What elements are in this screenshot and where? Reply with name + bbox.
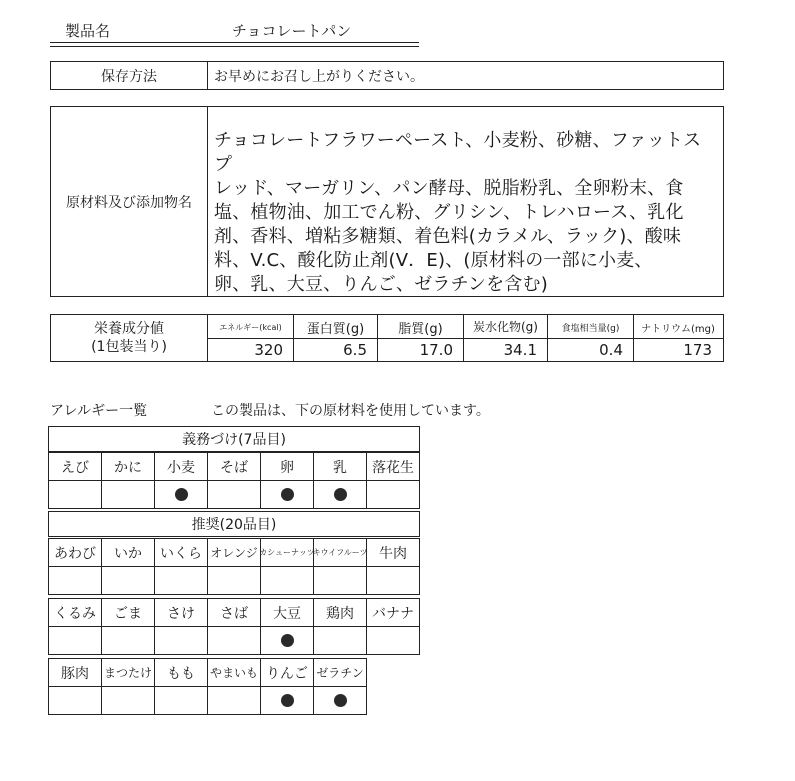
ingredients-line: 料、V.C、酸化防止剤(V．E)、(原材料の一部に小麦、 — [214, 250, 653, 271]
allergen-name: ゼラチン — [313, 658, 367, 687]
allergen-mark-cell — [260, 566, 314, 595]
allergen-name: いか — [101, 538, 155, 567]
present-dot-icon — [334, 488, 347, 501]
allergen-mark-cell — [48, 566, 102, 595]
allergen-mark-cell — [207, 686, 261, 715]
allergen-mark-cell — [154, 626, 208, 655]
present-dot-icon — [281, 634, 294, 647]
nutrition-header: 蛋白質(g) — [306, 322, 365, 337]
nutrition-value: 17.0 — [419, 341, 453, 359]
allergen-mark-cell — [260, 626, 314, 655]
allergen-mark-cell — [260, 686, 314, 715]
allergen-mark-cell — [366, 480, 420, 509]
allergen-mark-cell — [101, 480, 155, 509]
allergy-title: アレルギー一覧 — [50, 403, 148, 419]
ingredients-line: レッド、マーガリン、パン酵母、脱脂粉乳、全卵粉末、食 — [214, 178, 684, 199]
allergen-mark-cell — [260, 480, 314, 509]
allergen-mark-cell — [313, 686, 367, 715]
allergy-note: この製品は、下の原材料を使用しています。 — [211, 403, 490, 419]
nutrition-header: 脂質(g) — [398, 322, 443, 337]
allergen-name: カシューナッツ — [260, 538, 314, 567]
nutrition-value: 0.4 — [599, 341, 623, 359]
present-dot-icon — [175, 488, 188, 501]
nutrition-label-line: (1包装当り) — [91, 339, 167, 355]
allergy-section-header: 義務づけ(7品目) — [48, 426, 420, 452]
allergen-name: バナナ — [366, 598, 420, 627]
allergen-name: くるみ — [48, 598, 102, 627]
allergen-mark-cell — [313, 480, 367, 509]
nutrition-label-line: 栄養成分値 — [94, 321, 164, 337]
allergen-mark-cell — [154, 686, 208, 715]
allergen-name: まつたけ — [101, 658, 155, 687]
allergen-name: キウイフルーツ — [313, 538, 367, 567]
allergen-name: もも — [154, 658, 208, 687]
allergen-mark-cell — [313, 566, 367, 595]
allergy-section-header: 推奨(20品目) — [48, 511, 420, 537]
allergen-name: ごま — [101, 598, 155, 627]
allergen-mark-cell — [48, 480, 102, 509]
allergen-name: さけ — [154, 598, 208, 627]
allergen-mark-cell — [313, 626, 367, 655]
ingredients-line: 剤、香料、増粘多糖類、着色料(カラメル、ラック)、酸味 — [214, 226, 682, 247]
nutrition-value: 34.1 — [503, 341, 537, 359]
ingredients-line: 塩、植物油、加工でん粉、グリシン、トレハロース、乳化 — [214, 202, 684, 223]
nutrition-header: エネルギー(kcal) — [219, 323, 282, 332]
allergen-name: そば — [207, 452, 261, 481]
allergen-mark-cell — [48, 626, 102, 655]
allergen-mark-cell — [48, 686, 102, 715]
allergen-name: やまいも — [207, 658, 261, 687]
storage-label: 保存方法 — [51, 62, 208, 89]
present-dot-icon — [281, 694, 294, 707]
nutrition-value: 6.5 — [343, 341, 367, 359]
allergen-mark-cell — [101, 686, 155, 715]
allergen-name: 大豆 — [260, 598, 314, 627]
allergen-name: あわび — [48, 538, 102, 567]
allergen-name: いくら — [154, 538, 208, 567]
allergen-mark-cell — [366, 626, 420, 655]
ingredients-line: チョコレートフラワーペースト、小麦粉、砂糖、ファットスプ — [214, 130, 702, 175]
ingredients-label: 原材料及び添加物名 — [51, 107, 208, 296]
present-dot-icon — [281, 488, 294, 501]
allergen-name: オレンジ — [207, 538, 261, 567]
nutrition-header: 食塩相当量(g) — [561, 324, 620, 334]
allergen-name: 卵 — [260, 452, 314, 481]
allergen-name: 小麦 — [154, 452, 208, 481]
allergen-name: 鶏肉 — [313, 598, 367, 627]
present-dot-icon — [334, 694, 347, 707]
allergen-name: 落花生 — [366, 452, 420, 481]
allergen-mark-cell — [207, 480, 261, 509]
allergen-mark-cell — [101, 566, 155, 595]
nutrition-header: ナトリウム(mg) — [641, 324, 715, 335]
ingredients-line: 卵、乳、大豆、りんご、ゼラチンを含む) — [214, 274, 548, 295]
nutrition-value: 320 — [254, 341, 283, 359]
allergen-name: さば — [207, 598, 261, 627]
allergen-mark-cell — [154, 480, 208, 509]
allergen-name: 牛肉 — [366, 538, 420, 567]
nutrition-value: 173 — [683, 341, 712, 359]
product-name-value: チョコレートパン — [232, 22, 352, 40]
allergen-name: かに — [101, 452, 155, 481]
allergen-mark-cell — [101, 626, 155, 655]
allergen-name: えび — [48, 452, 102, 481]
storage-value: お早めにお召し上がりください。 — [214, 69, 424, 85]
allergen-name: 豚肉 — [48, 658, 102, 687]
allergen-mark-cell — [154, 566, 208, 595]
allergen-name: りんご — [260, 658, 314, 687]
allergen-mark-cell — [207, 626, 261, 655]
nutrition-header: 炭水化物(g) — [473, 320, 538, 334]
allergen-name: 乳 — [313, 452, 367, 481]
allergen-mark-cell — [366, 566, 420, 595]
product-name-label: 製品名 — [65, 22, 111, 40]
allergen-mark-cell — [207, 566, 261, 595]
